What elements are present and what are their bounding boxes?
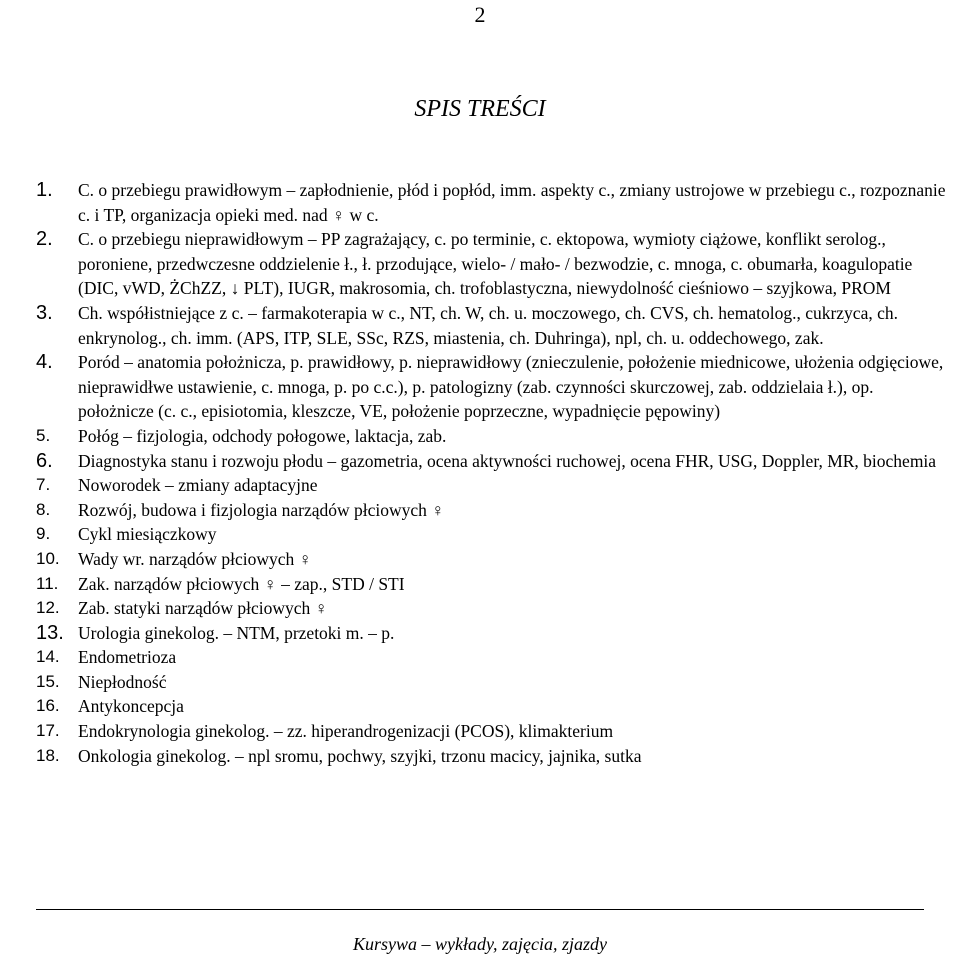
toc-entry-4 [36, 350, 946, 424]
entry-text: Diagnostyka stanu i rozwoju płodu – gazometria, ocena aktywności ruchowej, ocena FHR, USG, Doppler, MR, biochemia [78, 450, 937, 471]
entry-number: 3. [36, 301, 53, 324]
toc-entry-7 [36, 473, 946, 498]
entry-text: Antykoncepcja [78, 696, 184, 717]
entry-text: Endokrynologia ginekolog. – zz. hiperandrogenizacji (PCOS), klimakterium [78, 721, 614, 742]
footer-note: Kursywa – wykłady, zajęcia, zjazdy [353, 934, 607, 954]
page-title: SPIS TREŚCI [414, 96, 546, 122]
toc-entry-10 [36, 547, 946, 572]
entry-number: 11. [36, 573, 59, 593]
toc-entry-2 [36, 227, 946, 301]
entry-text: C. o przebiegu nieprawidłowym – PP zagrażający, c. po terminie, c. ektopowa, wymioty ciążowe, konflikt serolog., poroniene, przedwczesne oddzielenie ł., ł. przodujące, wielo- / mało- / bezwodzie, c. mnoga, c. obumarła, koagulopatie (DIC, vWD, ŻChZZ, ↓ PLT), IUGR, makrosomia, ch. trofoblastyczna, niewydolność cieśniowo – szyjkowa, PROM [78, 229, 913, 299]
entry-number: 4. [36, 351, 53, 374]
toc-entry-16 [36, 694, 946, 719]
footer-divider [36, 909, 924, 910]
toc-entry-1 [36, 178, 946, 227]
entry-number: 6. [36, 449, 53, 472]
toc-entry-15 [36, 670, 946, 695]
entry-text: Onkologia ginekolog. – npl sromu, pochwy, szyjki, trzonu macicy, jajnika, sutka [78, 745, 642, 766]
entry-number: 14. [36, 647, 60, 667]
entry-text: Cykl miesiączkowy [78, 524, 217, 545]
entry-text: Noworodek – zmiany adaptacyjne [78, 475, 318, 496]
toc-entry-17 [36, 719, 946, 744]
toc-entry-13 [36, 621, 946, 646]
entry-text: Wady wr. narządów płciowych ♀ [78, 548, 312, 569]
entry-number: 15. [36, 671, 60, 691]
entry-number: 5. [36, 425, 51, 445]
toc-entry-9 [36, 522, 946, 547]
entry-number: 8. [36, 499, 51, 519]
entry-number: 7. [36, 475, 51, 495]
toc-entry-18 [36, 744, 946, 769]
toc-entry-8 [36, 498, 946, 523]
page-number: 2 [474, 2, 486, 27]
entry-number: 12. [36, 598, 60, 618]
entry-text: Niepłodność [78, 671, 167, 692]
entry-text: Rozwój, budowa i fizjologia narządów płciowych ♀ [78, 499, 445, 520]
entry-number: 2. [36, 228, 53, 251]
entry-text: Urologia ginekolog. – NTM, przetoki m. – p. [78, 622, 395, 643]
entry-text: Poród – anatomia położnicza, p. prawidłowy, p. nieprawidłowy (znieczulenie, położenie miednicowe, ułożenia odgięciowe, nieprawidłwe ustawienie, c. mnoga, p. po c.c.), p. patologizny (zab. czynności skurczowej, zab. oddzielaia ł.), op. położnicze (c. c., episiotomia, kleszcze, VE, położenie poprzeczne, wypadnięcie pępowiny) [78, 352, 944, 422]
toc-entry-14 [36, 645, 946, 670]
entry-number: 10. [36, 548, 60, 568]
entry-text: Endometrioza [78, 647, 177, 668]
entry-text: Połóg – fizjologia, odchody połogowe, laktacja, zab. [78, 425, 447, 446]
toc-entry-11 [36, 572, 946, 597]
entry-number: 9. [36, 524, 51, 544]
entry-text: Zab. statyki narządów płciowych ♀ [78, 598, 328, 619]
entry-number: 13. [36, 621, 64, 644]
table-of-contents [36, 178, 946, 768]
entry-number: 16. [36, 696, 60, 716]
toc-entry-12 [36, 596, 946, 621]
entry-number: 18. [36, 745, 60, 765]
entry-text: C. o przebiegu prawidłowym – zapłodnienie, płód i popłód, imm. aspekty c., zmiany ustrojowe w przebiegu c., rozpoznanie c. i TP, organizacja opieki med. nad ♀ w c. [78, 180, 946, 225]
toc-entry-5 [36, 424, 946, 449]
entry-text: Zak. narządów płciowych ♀ – zap., STD / STI [78, 573, 405, 594]
entry-number: 1. [36, 179, 53, 201]
entry-text: Ch. współistniejące z c. – farmakoterapia w c., NT, ch. W, ch. u. moczowego, ch. CVS, ch. hematolog., cukrzyca, ch. enkrynolog., ch. imm. (APS, ITP, SLE, SSc, RZS, miastenia, ch. Duhringa), npl, ch. u. oddechowego, zak. [78, 302, 898, 348]
entry-number: 17. [36, 721, 60, 741]
toc-entry-3 [36, 301, 946, 350]
toc-entry-6 [36, 449, 946, 474]
